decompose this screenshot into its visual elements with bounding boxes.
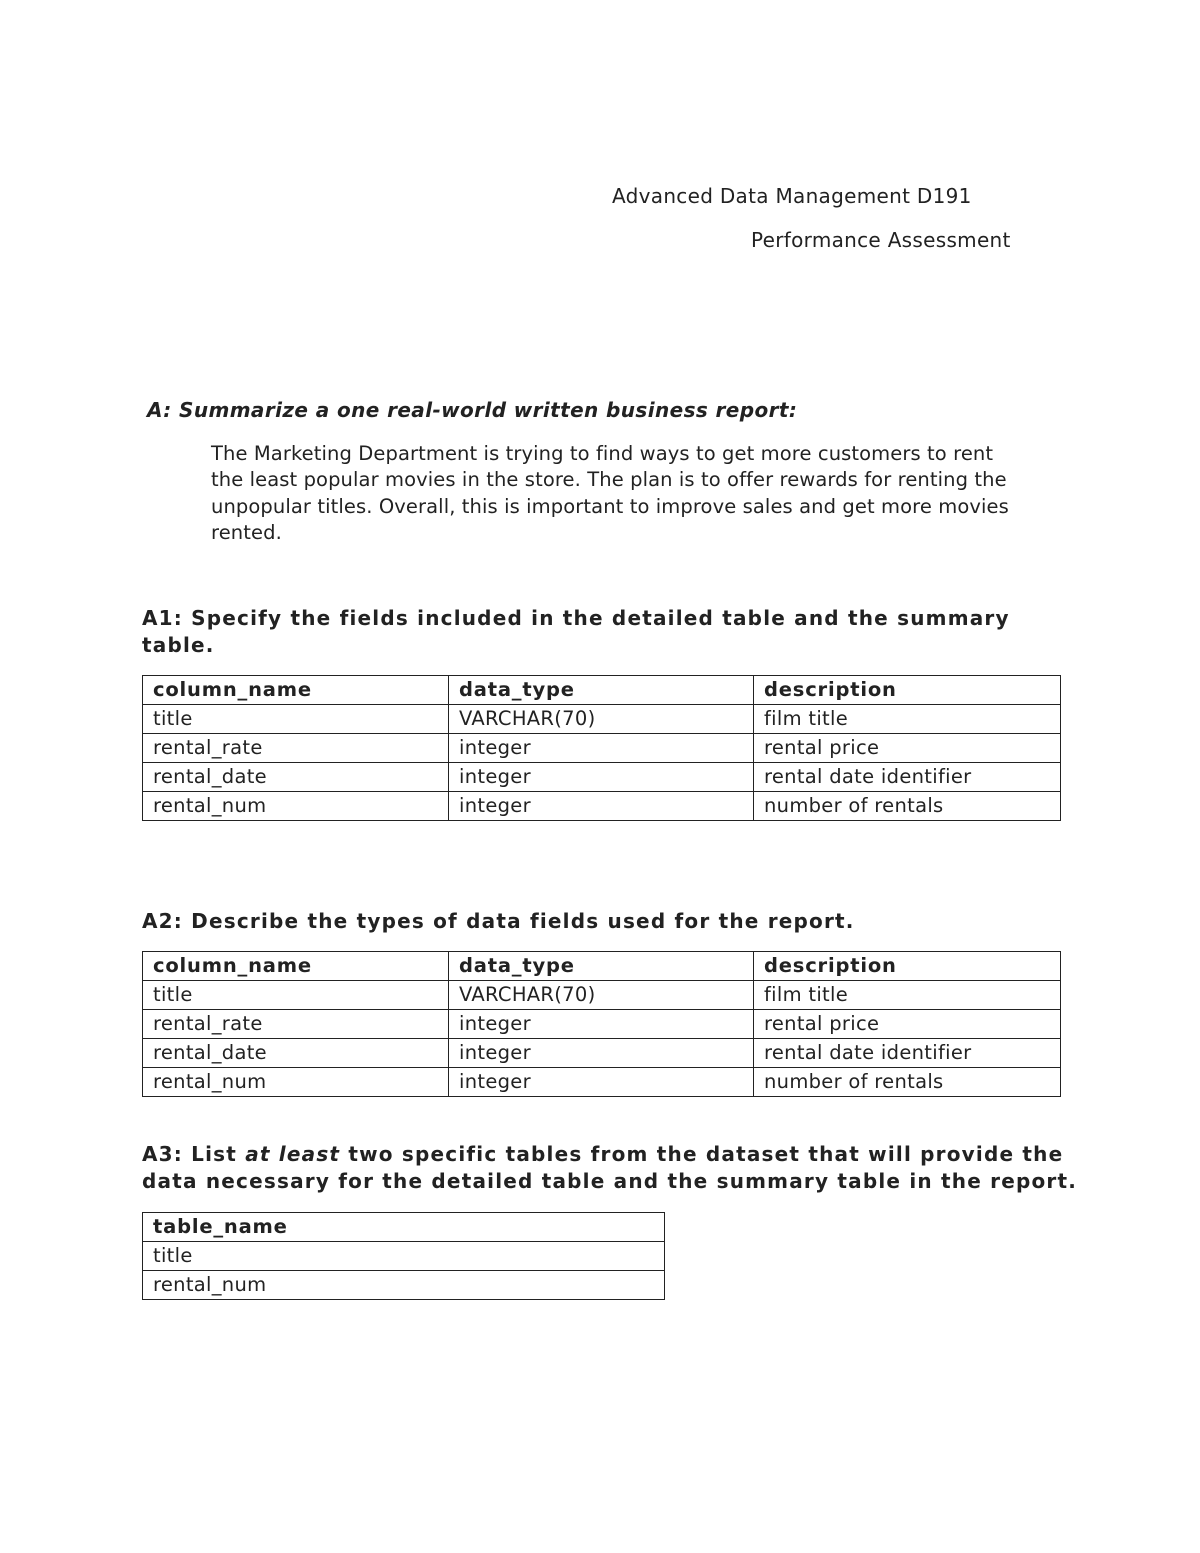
header-cell: column_name [143,952,449,981]
table-cell: integer [449,763,754,792]
table-row [143,734,1061,763]
section-a1-heading [142,605,1072,659]
table-cell: rental date identifier [754,1039,1061,1068]
a2-data-types-table [142,951,1061,1097]
heading-text: two specific tables from the dataset that will provide the [340,1142,1064,1166]
header-cell: column_name [143,676,449,705]
table-cell: rental_rate [143,1010,449,1039]
table-header-row [143,952,1061,981]
table-cell: rental_num [143,792,449,821]
table-cell: rental_rate [143,734,449,763]
header-cell: table_name [143,1213,665,1242]
section-a-heading: A: Summarize a one real-world written business report: [147,398,798,422]
table-row [143,1039,1061,1068]
table-header-row [143,1213,665,1242]
table-cell: rental price [754,734,1061,763]
paragraph-line: the least popular movies in the store. The plan is to offer rewards for renting the [211,468,1007,492]
table-row [143,1271,665,1300]
a3-tables-table [142,1212,665,1300]
table-row [143,1010,1061,1039]
table-cell: integer [449,1039,754,1068]
table-row [143,705,1061,734]
table-cell: title [143,1242,665,1271]
table-cell: integer [449,792,754,821]
table-row [143,1242,665,1271]
section-a-paragraph [211,441,1061,546]
header-cell: data_type [449,952,754,981]
heading-line: A1: Specify the fields included in the detailed table and the summary [142,606,1010,630]
table-cell: rental_num [143,1068,449,1097]
heading-emphasis: at least [245,1142,341,1166]
table-cell: rental_date [143,763,449,792]
table-cell: VARCHAR(70) [449,705,754,734]
table-cell: film title [754,981,1061,1010]
document-subtitle: Performance Assessment [751,228,1011,252]
heading-line: A2: Describe the types of data fields used for the report. [142,909,855,933]
table-row [143,1068,1061,1097]
a1-fields-table [142,675,1061,821]
table-cell: rental date identifier [754,763,1061,792]
table-cell: number of rentals [754,1068,1061,1097]
table-cell: integer [449,734,754,763]
table-cell: VARCHAR(70) [449,981,754,1010]
table-row [143,763,1061,792]
table-cell: integer [449,1068,754,1097]
table-cell: rental_num [143,1271,665,1300]
table-row [143,792,1061,821]
paragraph-line: rented. [211,520,282,544]
table-cell: rental price [754,1010,1061,1039]
table-cell: number of rentals [754,792,1061,821]
heading-line [142,1141,1072,1168]
table-cell: integer [449,1010,754,1039]
paragraph-line: unpopular titles. Overall, this is important to improve sales and get more movies [211,494,1009,518]
table-cell: rental_date [143,1039,449,1068]
document-title: Advanced Data Management D191 [612,184,972,208]
table-row [143,981,1061,1010]
header-cell: description [754,952,1061,981]
heading-text: A3: List [142,1142,246,1166]
section-a2-heading [142,908,1072,935]
paragraph-line: The Marketing Department is trying to find ways to get more customers to rent [211,442,994,465]
table-cell: film title [754,705,1061,734]
table-cell: title [143,981,449,1010]
section-a3-heading [142,1141,1078,1195]
heading-line: table. [142,633,215,657]
header-cell: description [754,676,1061,705]
table-cell: title [143,705,449,734]
header-cell: data_type [449,676,754,705]
heading-line: data necessary for the detailed table and the summary table in the report. [142,1169,1078,1193]
table-header-row [143,676,1061,705]
